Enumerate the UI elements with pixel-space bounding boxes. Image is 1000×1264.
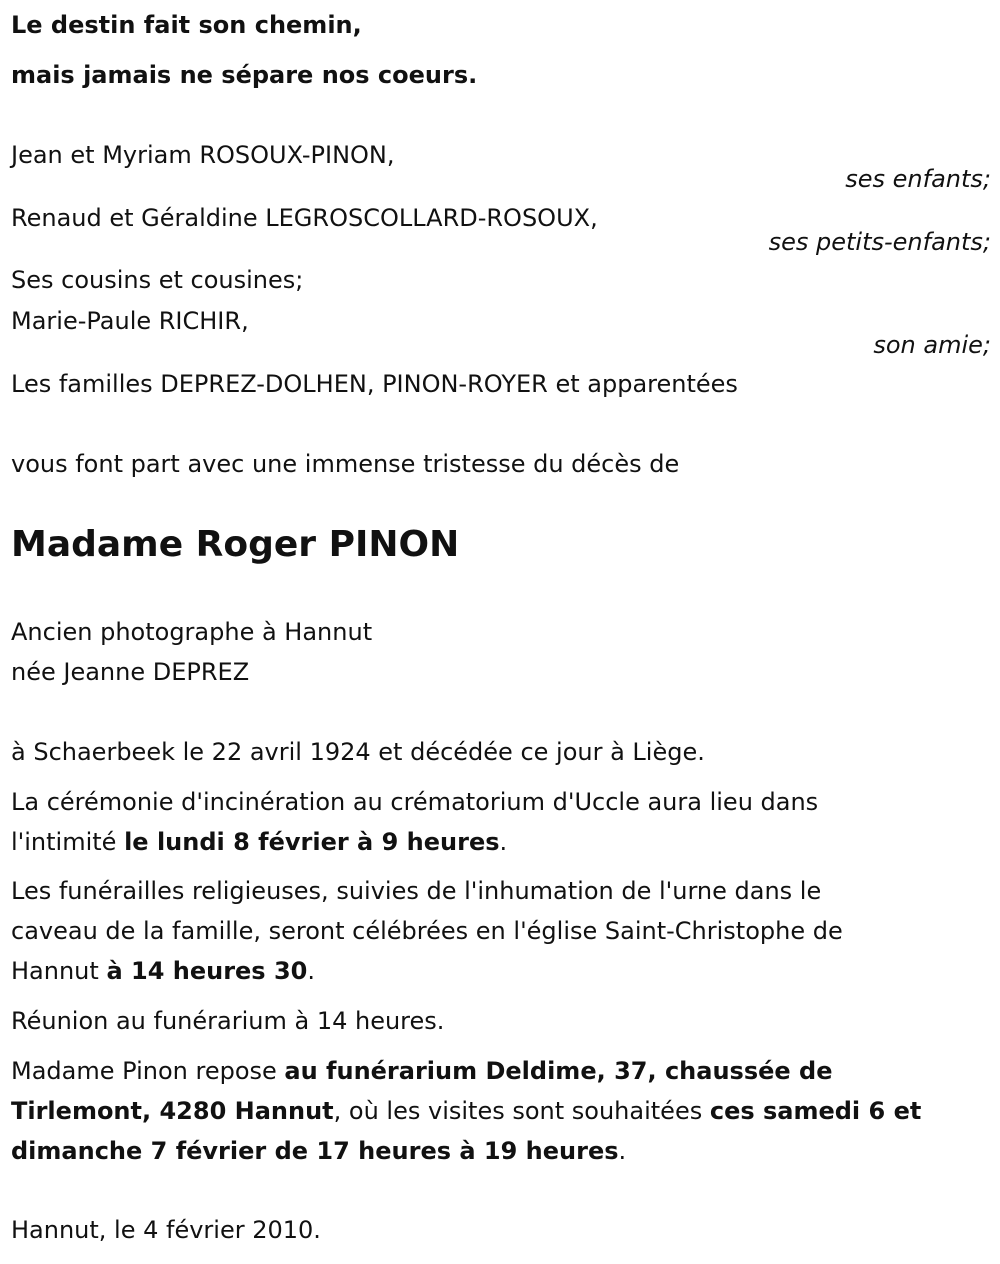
- funeral-period: .: [307, 957, 315, 985]
- friend-name: Marie-Paule RICHIR,: [11, 307, 249, 335]
- funeral-time: à 14 heures 30: [106, 957, 308, 985]
- ceremony-period: .: [499, 828, 508, 856]
- ceremony-date: le lundi 8 février à 9 heures: [124, 828, 500, 856]
- cousins-line: Ses cousins et cousines;: [11, 266, 304, 294]
- visit-text: , où les visites sont souhaitées: [333, 1097, 710, 1125]
- visit-days-2: dimanche 7 février de 17 heures à 19 heures: [11, 1137, 619, 1165]
- grandchildren-role: ses petits-enfants;: [768, 228, 991, 256]
- visit-intro: Madame Pinon repose: [11, 1057, 285, 1085]
- children-role: ses enfants;: [845, 165, 991, 193]
- motto-line-2: mais jamais ne sépare nos coeurs.: [11, 61, 478, 89]
- visit-line-2: [11, 1091, 986, 1131]
- grandchildren-names: Renaud et Géraldine LEGROSCOLLARD-ROSOUX,: [11, 204, 598, 232]
- ceremony-paragraph: [11, 782, 986, 862]
- friend-role: son amie;: [873, 331, 991, 359]
- funeral-town: Hannut: [11, 957, 107, 985]
- visit-period: .: [618, 1137, 627, 1165]
- visit-location-2: Tirlemont, 4280 Hannut: [11, 1097, 334, 1125]
- announcement-line: vous font part avec une immense tristesse du décès de: [11, 450, 680, 478]
- birth-death-line: à Schaerbeek le 22 avril 1924 et décédée ce jour à Liège.: [11, 738, 705, 766]
- families-line: Les familles DEPREZ-DOLHEN, PINON-ROYER et apparentées: [11, 370, 738, 398]
- ceremony-text: l'intimité: [11, 828, 125, 856]
- visit-days-1: ces samedi 6 et: [709, 1097, 922, 1125]
- ceremony-line-1: La cérémonie d'incinération au crématorium d'Uccle aura lieu dans: [11, 788, 819, 816]
- deceased-name: Madame Roger PINON: [11, 524, 460, 565]
- meeting-line: Réunion au funérarium à 14 heures.: [11, 1007, 445, 1035]
- ceremony-line-2: [11, 822, 986, 862]
- visit-line-1: [11, 1051, 986, 1091]
- place-date-line: Hannut, le 4 février 2010.: [11, 1216, 321, 1244]
- funeral-paragraph: [11, 871, 986, 991]
- funeral-line-3: [11, 951, 986, 991]
- visit-paragraph: [11, 1051, 986, 1171]
- children-names: Jean et Myriam ROSOUX-PINON,: [11, 141, 395, 169]
- funeral-line-2: caveau de la famille, seront célébrées en l'église Saint-Christophe de: [11, 917, 843, 945]
- funeral-line-1: Les funérailles religieuses, suivies de l'inhumation de l'urne dans le: [11, 877, 822, 905]
- visit-line-3: [11, 1131, 986, 1171]
- visit-location-1: au funérarium Deldime, 37, chaussée de: [284, 1057, 833, 1085]
- born-as-line: née Jeanne DEPREZ: [11, 658, 250, 686]
- motto-line-1: Le destin fait son chemin,: [11, 11, 362, 39]
- occupation-line: Ancien photographe à Hannut: [11, 618, 373, 646]
